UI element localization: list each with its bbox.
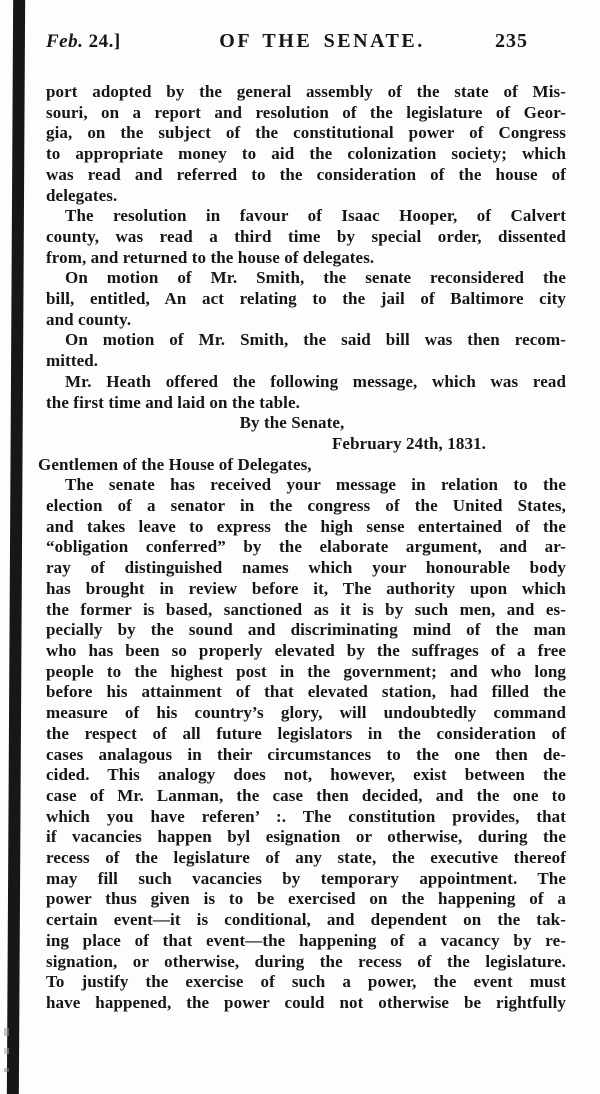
text-line: measure of his country’s glory, will undoubtedly command <box>46 703 566 723</box>
text-line: gia, on the subject of the constitutional power of Congress <box>46 123 566 143</box>
scan-edge-smudge <box>4 1028 9 1088</box>
text-line: mitted. <box>46 351 99 371</box>
text-line: cases analagous in their circumstances to the one then de- <box>46 744 566 764</box>
header-date <box>46 31 176 53</box>
text-line: if vacancies happen byl esignation or otherwise, during the <box>46 827 566 847</box>
text-line: cided. This analogy does not, however, exist between the <box>46 765 566 785</box>
text-line: may fill such vacancies by temporary appointment. The <box>46 868 566 888</box>
salutation-line: Gentlemen of the House of Delegates, <box>38 454 312 474</box>
text-line: and county. <box>46 309 132 329</box>
page-title: OF THE SENATE. <box>219 30 425 52</box>
text-line: the former is based, sanctioned as it is by such men, and es- <box>46 599 566 619</box>
text-line: Mr. Heath offered the following message, which was read <box>65 371 566 391</box>
text-line: souri, on a report and resolution of the legislature of Geor- <box>46 102 566 122</box>
page-number: 235 <box>495 30 528 52</box>
text-line: power thus given is to be exercised on the happening of a <box>46 889 566 909</box>
text-line: was read and referred to the consideration of the house of <box>46 164 566 184</box>
text-line: ing place of that event—the happening of a vacancy by re- <box>46 930 566 950</box>
date-line: February 24th, 1831. <box>331 433 486 453</box>
text-line: the first time and laid on the table. <box>46 392 300 412</box>
text-line: recess of the legislature of any state, the executive thereof <box>46 848 566 868</box>
text-line: and takes leave to express the high sense entertained of the <box>46 516 566 536</box>
text-line: The senate has received your message in relation to the <box>65 475 566 495</box>
header-date-day: 24.] <box>83 31 121 52</box>
text-line: signation, or otherwise, during the recess of the legislature. <box>46 951 566 971</box>
text-line: port adopted by the general assembly of the state of Mis- <box>46 82 566 101</box>
text-line: has brought in review before it, The authority upon which <box>46 578 566 598</box>
text-line: delegates. <box>46 185 118 205</box>
text-line: On motion of Mr. Smith, the said bill was then recom- <box>65 330 566 350</box>
text-line: certain event—it is conditional, and dependent on the tak- <box>46 910 566 930</box>
text-line: The resolution in favour of Isaac Hooper, of Calvert <box>65 206 566 226</box>
text-line: people to the highest post in the government; and who long <box>46 661 566 681</box>
text-line: ray of distinguished names which your honourable body <box>46 558 566 578</box>
text-line: the respect of all future legislators in the consideration of <box>46 723 566 743</box>
text-line: “obligation conferred” by the elaborate argument, and ar- <box>46 537 566 557</box>
text-line: case of Mr. Lanman, the case then decided, and the one to <box>46 785 566 805</box>
page-header <box>46 30 528 53</box>
text-line: to appropriate money to aid the colonization society; which <box>46 144 566 164</box>
text-line: bill, entitled, An act relating to the jail of Baltimore city <box>46 289 566 309</box>
text-line: who has been so properly elevated by the suffrages of a free <box>46 640 566 660</box>
header-date-month: Feb. <box>46 31 84 52</box>
text-line: before his attainment of that elevated station, had filled the <box>46 682 566 702</box>
text-line: from, and returned to the house of delegates. <box>46 247 375 267</box>
text-line: county, was read a third time by special order, dissented <box>46 226 566 246</box>
attribution-line: By the Senate, <box>239 413 345 433</box>
text-line: which you have referen’ :. The constitution provides, that <box>46 806 566 826</box>
text-line: To justify the exercise of such a power, the event must <box>46 972 566 992</box>
document-body <box>38 82 566 1014</box>
text-line: election of a senator in the congress of the United States, <box>46 496 566 516</box>
text-line: On motion of Mr. Smith, the senate reconsidered the <box>65 268 566 288</box>
text-line: have happened, the power could not otherwise be rightfully <box>46 992 566 1012</box>
scan-gutter-shadow <box>7 0 25 1094</box>
text-line: pecially by the sound and discriminating mind of the man <box>46 620 566 640</box>
